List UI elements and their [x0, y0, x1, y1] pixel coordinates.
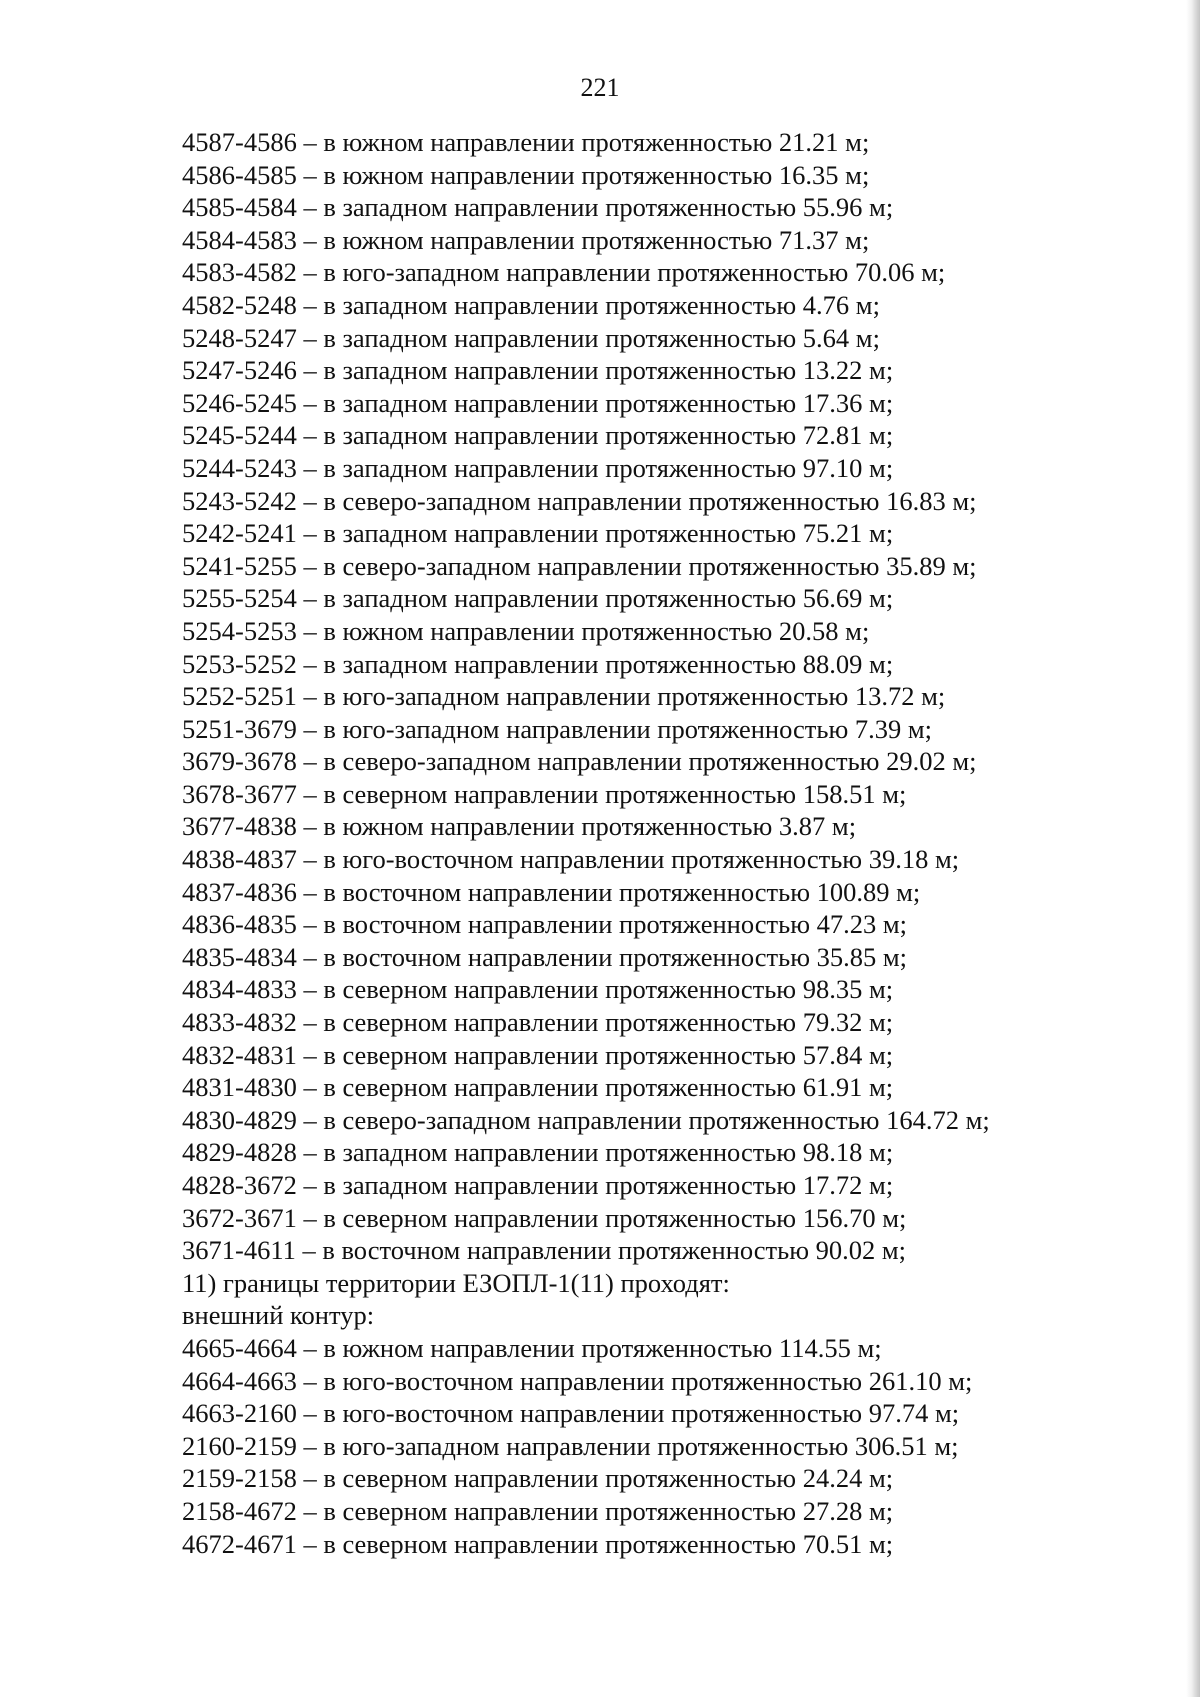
text-line: 4672-4671 – в северном направлении протяженностью 70.51 м; — [182, 1528, 894, 1559]
text-line: 2159-2158 – в северном направлении протяженностью 24.24 м; — [182, 1463, 894, 1494]
text-line: 4830-4829 – в северо-западном направлении протяженностью 164.72 м; — [182, 1104, 990, 1135]
text-line: 5255-5254 – в западном направлении протяженностью 56.69 м; — [182, 583, 894, 614]
text-line: 2158-4672 – в северном направлении протяженностью 27.28 м; — [182, 1495, 894, 1526]
text-line: 3671-4611 – в восточном направлении протяженностью 90.02 м; — [182, 1235, 907, 1266]
text-line: 3672-3671 – в северном направлении протяженностью 156.70 м; — [182, 1202, 907, 1233]
text-line: 3677-4838 – в южном направлении протяженностью 3.87 м; — [182, 811, 857, 842]
text-line: 4835-4834 – в восточном направлении протяженностью 35.85 м; — [182, 941, 907, 972]
text-line: 5253-5252 – в западном направлении протяженностью 88.09 м; — [182, 648, 894, 679]
page-number: 221 — [580, 73, 620, 102]
text-line: 5248-5247 – в западном направлении протяженностью 5.64 м; — [182, 322, 880, 353]
text-line: 4836-4835 – в восточном направлении протяженностью 47.23 м; — [182, 909, 907, 940]
text-line: 4587-4586 – в южном направлении протяженностью 21.21 м; — [182, 127, 870, 157]
text-line: 5243-5242 – в северо-западном направлении протяженностью 16.83 м; — [182, 485, 977, 516]
text-line: 5252-5251 – в юго-западном направлении протяженностью 13.72 м; — [182, 681, 946, 712]
text-line: внешний контур: — [182, 1300, 375, 1331]
text-line: 4837-4836 – в восточном направлении протяженностью 100.89 м; — [182, 876, 921, 907]
text-line: 11) границы территории ЕЗОПЛ-1(11) проходят: — [182, 1267, 730, 1298]
text-line: 5241-5255 – в северо-западном направлении протяженностью 35.89 м; — [182, 550, 977, 581]
text-line: 4664-4663 – в юго-восточном направлении протяженностью 261.10 м; — [182, 1365, 973, 1396]
text-line: 2160-2159 – в юго-западном направлении протяженностью 306.51 м; — [182, 1430, 959, 1461]
text-line: 5254-5253 – в южном направлении протяженностью 20.58 м; — [182, 615, 870, 646]
text-line: 4582-5248 – в западном направлении протяженностью 4.76 м; — [182, 289, 880, 320]
text-line: 4585-4584 – в западном направлении протяженностью 55.96 м; — [182, 192, 894, 223]
text-line: 4828-3672 – в западном направлении протяженностью 17.72 м; — [182, 1170, 894, 1200]
text-line: 4833-4832 – в северном направлении протяженностью 79.32 м; — [182, 1007, 894, 1038]
text-line: 4665-4664 – в южном направлении протяженностью 114.55 м; — [182, 1332, 882, 1363]
text-line: 5242-5241 – в западном направлении протяженностью 75.21 м; — [182, 518, 894, 549]
text-line: 4663-2160 – в юго-восточном направлении протяженностью 97.74 м; — [182, 1398, 960, 1429]
text-line: 4829-4828 – в западном направлении протяженностью 98.18 м; — [182, 1137, 894, 1168]
text-line: 5247-5246 – в западном направлении протяженностью 13.22 м; — [182, 355, 894, 386]
text-line: 5251-3679 – в юго-западном направлении протяженностью 7.39 м; — [182, 713, 933, 744]
text-line: 5245-5244 – в западном направлении протяженностью 72.81 м; — [182, 420, 894, 451]
text-line: 5244-5243 – в западном направлении протяженностью 97.10 м; — [182, 452, 894, 483]
page-edge-shadow — [1186, 0, 1200, 1697]
text-line: 4586-4585 – в южном направлении протяженностью 16.35 м; — [182, 159, 870, 190]
text-line: 3678-3677 – в северном направлении протяженностью 158.51 м; — [182, 778, 907, 809]
text-line: 4838-4837 – в юго-восточном направлении протяженностью 39.18 м; — [182, 844, 960, 875]
text-line: 4831-4830 – в северном направлении протяженностью 61.91 м; — [182, 1072, 894, 1103]
text-line: 3679-3678 – в северо-западном направлении протяженностью 29.02 м; — [182, 746, 977, 777]
text-line: 5246-5245 – в западном направлении протяженностью 17.36 м; — [182, 387, 894, 418]
text-line: 4584-4583 – в южном направлении протяженностью 71.37 м; — [182, 224, 870, 255]
document-body — [182, 126, 1082, 1560]
text-line: 4583-4582 – в юго-западном направлении протяженностью 70.06 м; — [182, 257, 946, 288]
text-line: 4832-4831 – в северном направлении протяженностью 57.84 м; — [182, 1039, 894, 1070]
text-line: 4834-4833 – в северном направлении протяженностью 98.35 м; — [182, 974, 894, 1005]
